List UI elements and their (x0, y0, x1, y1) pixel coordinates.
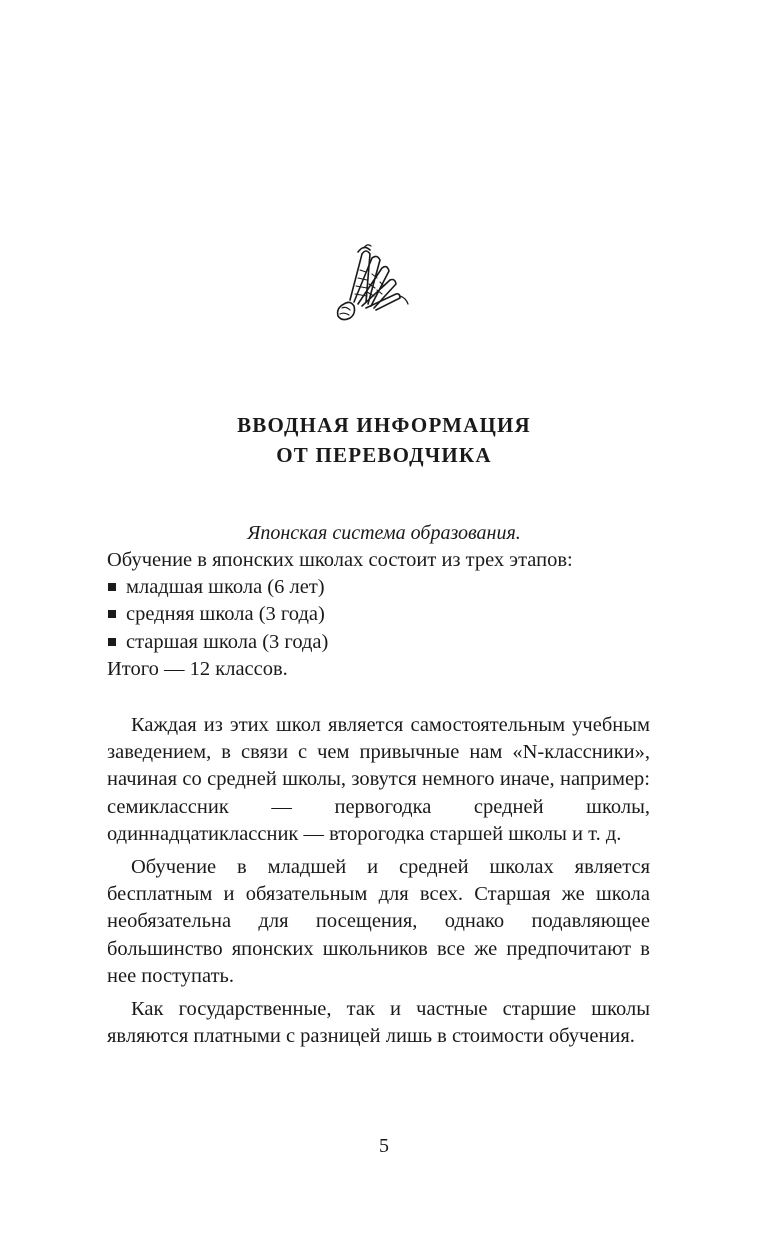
list-item-text: старшая школа (3 года) (126, 630, 329, 653)
bullet-square-icon (108, 610, 116, 618)
list-item (107, 574, 650, 601)
chapter-title-line-1: ВВОДНАЯ ИНФОРМАЦИЯ (237, 413, 531, 437)
bullet-square-icon (108, 638, 116, 646)
paragraph: Каждая из этих школ является самостоятельным учебным заведением, в связи с чем привычные нам «N-классники», начиная со средней школы, зовутся немного иначе, например: семиклассник — первогодка средней школы, одиннадцатиклассник — второгодка старшей школы и т. д. (107, 714, 650, 845)
chapter-title-line-2: ОТ ПЕРЕВОДЧИКА (276, 443, 492, 467)
intro-block (107, 547, 650, 683)
bullet-square-icon (108, 583, 116, 591)
list-item (107, 629, 650, 656)
shuttlecock-icon (322, 242, 412, 326)
page-number: 5 (379, 1135, 389, 1157)
intro-sentence: Обучение в японских школах состоит из трех этапов: (107, 549, 573, 571)
stages-list (107, 574, 650, 656)
paragraph: Обучение в младшей и средней школах является бесплатным и обязательным для всех. Старшая же школа необязательна для посещения, однако подавляющее большинство японских школьников все же предпочитают в нее поступать. (107, 856, 650, 987)
list-item-text: средняя школа (3 года) (126, 603, 325, 626)
list-item-text: младшая школа (6 лет) (126, 576, 325, 599)
list-item (107, 601, 650, 628)
body-paragraphs (107, 712, 650, 1056)
total-sentence: Итого — 12 классов. (107, 657, 288, 680)
section-subtitle: Японская система образования. (247, 522, 521, 544)
paragraph: Как государственные, так и частные старшие школы являются платными с разницей лишь в стоимости обучения. (107, 998, 650, 1048)
